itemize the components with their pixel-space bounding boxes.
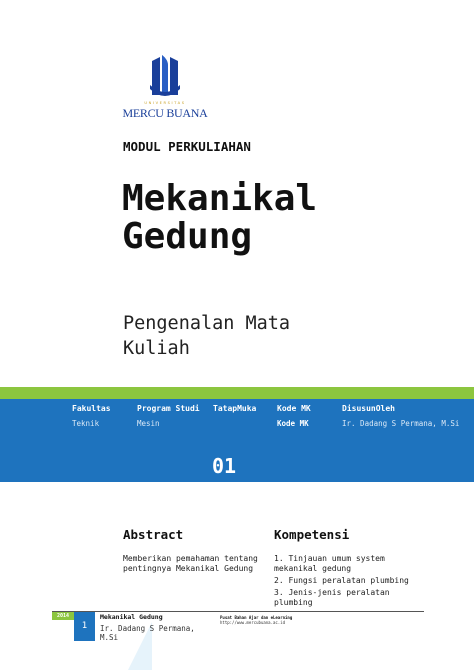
meeting-number: 01 — [212, 454, 237, 478]
title-line-1: Mekanikal — [122, 178, 318, 219]
footer-center-info — [220, 615, 400, 625]
info-value: Kode MK — [277, 419, 309, 428]
info-header: Program Studi — [137, 404, 200, 413]
info-header: DisusunOleh — [342, 404, 395, 413]
footer-page-number: 1 — [74, 612, 95, 641]
university-logo — [122, 55, 208, 123]
info-column-fakultas — [72, 404, 111, 428]
document-title — [122, 180, 422, 256]
footer-course-info — [100, 613, 210, 642]
abstract-text: Memberikan pemahaman tentang pentingnya Mekanikal Gedung — [123, 554, 258, 573]
green-accent-band — [0, 387, 474, 399]
footer-year-badge: 2014 — [52, 612, 74, 620]
info-column-kode-mk — [277, 404, 311, 428]
footer-course-title: Mekanikal Gedung — [100, 613, 163, 621]
footer-author: Ir. Dadang S Permana, M.Si — [100, 624, 195, 642]
info-value: Ir. Dadang S Permana, M.Si — [342, 419, 460, 428]
info-column-disusun-oleh — [342, 404, 459, 428]
info-header: TatapMuka — [213, 404, 257, 413]
footer-divider — [52, 611, 424, 612]
logo-brand-text: MERCU BUANA — [122, 106, 208, 120]
info-header: Kode MK — [277, 404, 311, 413]
subtitle-line-1: Pengenalan Mata — [123, 313, 291, 334]
logo-university-text: UNIVERSITAS — [144, 101, 186, 105]
modul-label: MODUL PERKULIAHAN — [123, 139, 251, 154]
title-line-2: Gedung — [122, 216, 253, 257]
subtitle-line-2: Kuliah — [123, 338, 190, 359]
info-value: Teknik — [72, 419, 100, 428]
footer-center-name: Pusat Bahan Ajar dan eLearning — [220, 615, 293, 620]
kompetensi-heading: Kompetensi — [274, 527, 350, 542]
info-column-program-studi — [137, 404, 200, 428]
document-subtitle — [123, 311, 383, 361]
info-column-tatap-muka — [213, 404, 256, 419]
kompetensi-list — [274, 554, 424, 610]
list-item: 2. Fungsi peralatan plumbing — [274, 576, 409, 585]
footer-url: http://www.mercubuana.ac.id — [220, 620, 286, 625]
list-item: 1. Tinjauan umum system mekanikal gedung — [274, 554, 385, 573]
list-item: 3. Jenis-jenis peralatan plumbing — [274, 588, 390, 607]
info-header: Fakultas — [72, 404, 111, 413]
abstract-heading: Abstract — [123, 527, 184, 542]
info-value: Mesin — [137, 419, 160, 428]
mercu-buana-emblem-icon — [148, 55, 182, 99]
